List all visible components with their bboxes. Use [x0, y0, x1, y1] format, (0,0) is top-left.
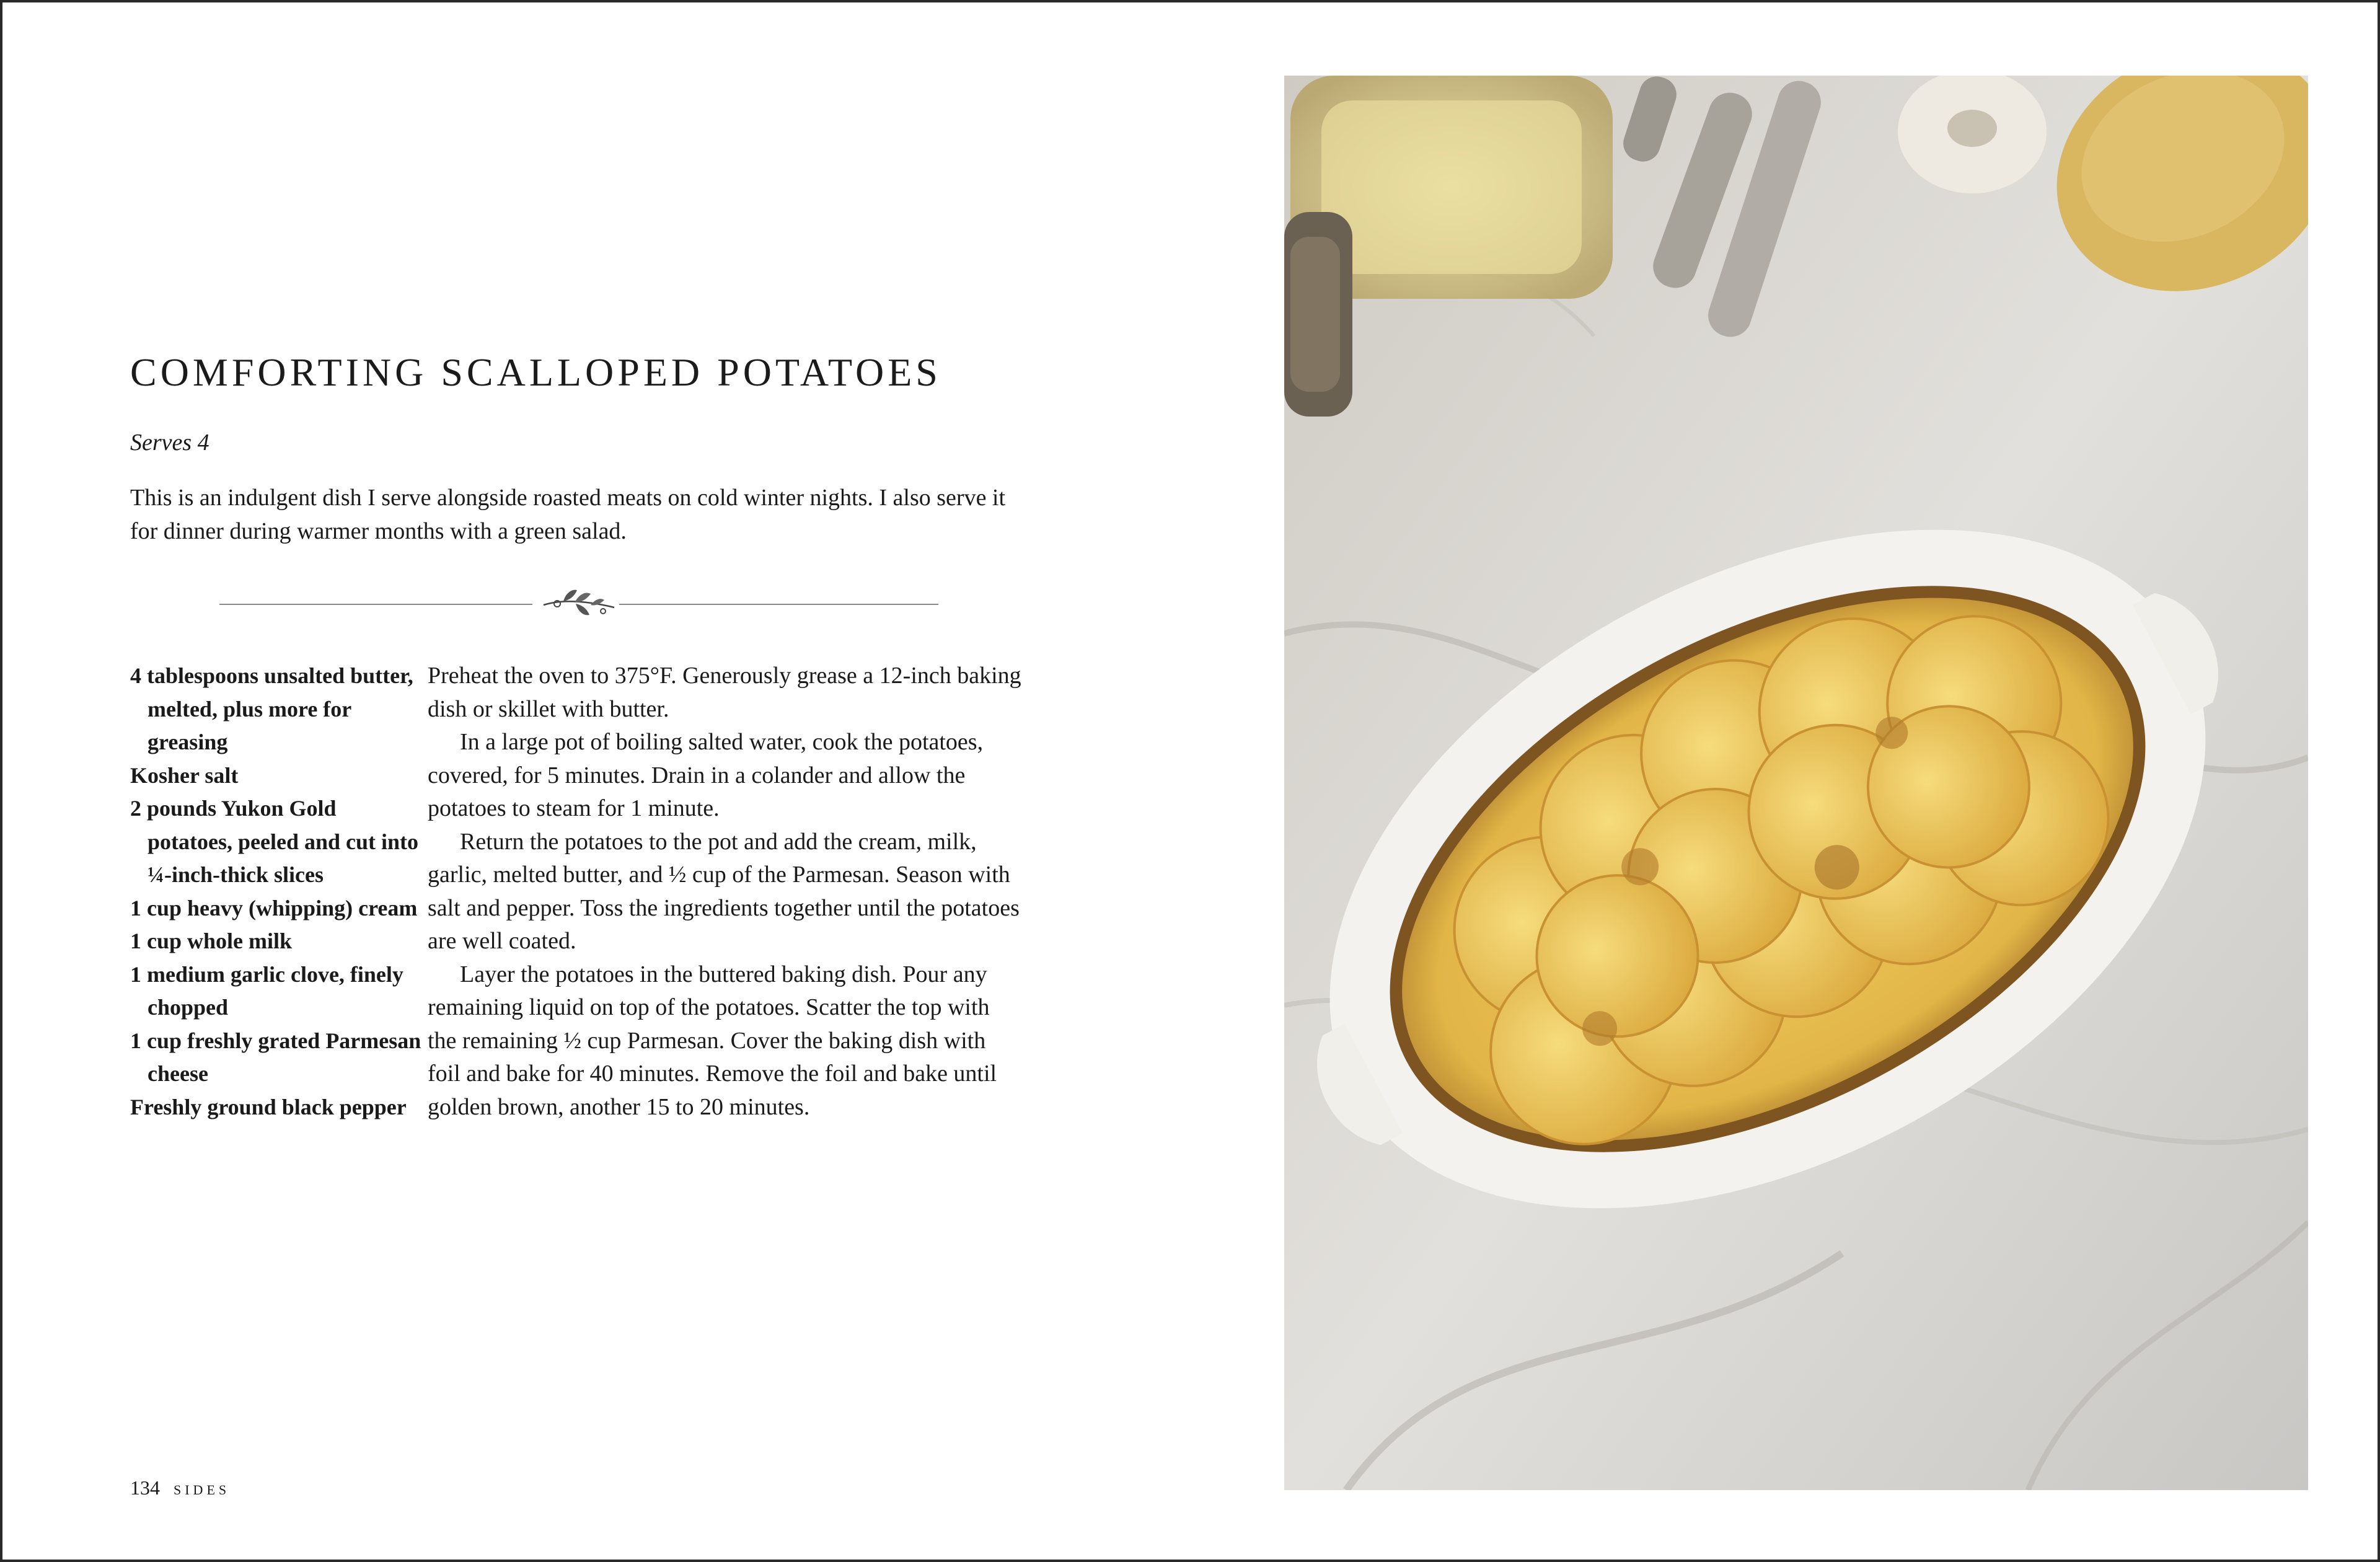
page-number: 134	[130, 1476, 160, 1499]
section-name: SIDES	[174, 1482, 231, 1498]
method-steps	[428, 660, 1023, 1124]
ingredient-list	[130, 660, 421, 1124]
page-footer	[130, 1476, 230, 1499]
ingredient-item: Kosher salt	[130, 762, 239, 788]
ingredient-item: 1 cup whole milk	[130, 929, 293, 953]
serves-line: Serves 4	[130, 430, 209, 456]
method-step: Return the potatoes to the pot and add the cream, milk, garlic, melted butter, and ½ cup of the Parmesan. Season with salt and pepper. Toss the ingredients together until the potatoes are well coated.	[428, 828, 1020, 954]
method-step: In a large pot of boiling salted water, cook the potatoes, covered, for 5 minutes. Drain in a colander and allow the potatoes to steam for 1 minute.	[428, 729, 984, 821]
recipe-title: COMFORTING SCALLOPED POTATOES	[130, 350, 941, 394]
ingredient-item: 2 pounds Yukon Gold potatoes, peeled and cut into ¼-inch-thick slices	[130, 796, 419, 887]
sprig-icon	[539, 580, 619, 624]
divider-line-left	[219, 604, 532, 605]
ingredient-item: 1 cup heavy (whipping) cream	[130, 895, 418, 920]
ornamental-divider	[219, 573, 938, 622]
divider-line-right	[619, 604, 938, 605]
method-step: Preheat the oven to 375°F. Generously grease a 12-inch baking dish or skillet with butter.	[428, 663, 1021, 722]
method-step: Layer the potatoes in the buttered baking dish. Pour any remaining liquid on top of the potatoes. Scatter the top with the remaining ½ cup Parmesan. Cover the baking dish with foil and bake for 40 minutes. Remove the foil and bake until golden brown, another 15 to 20 minutes.	[428, 961, 997, 1120]
scalloped-potatoes-photo	[1284, 76, 2308, 1490]
ingredient-item: 1 medium garlic clove, finely chopped	[130, 961, 403, 1020]
photo-illustration	[1284, 76, 2308, 1490]
ingredient-item: 1 cup freshly grated Parmesan cheese	[130, 1028, 421, 1086]
recipe-intro: This is an indulgent dish I serve alongside roasted meats on cold winter nights. I also serve it for dinner during warmer months with a green salad.	[130, 485, 1006, 544]
ingredient-item: Freshly ground black pepper	[130, 1094, 407, 1119]
ingredient-item: 4 tablespoons unsalted butter, melted, plus more for greasing	[130, 663, 413, 754]
